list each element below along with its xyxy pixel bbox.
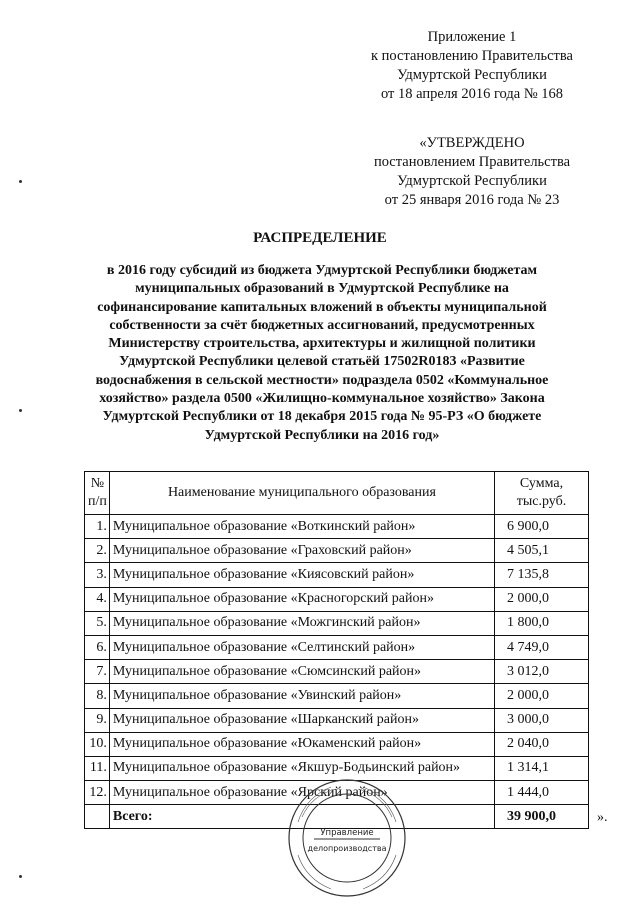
row-number: 10. [85,732,110,756]
row-municipality: Муниципальное образование «Воткинский район» [109,515,494,539]
table-row [85,635,589,659]
subtitle-line: в 2016 году субсидий из бюджета Удмуртской Республики бюджетам [106,263,538,278]
document-subtitle [92,262,552,445]
approval-line: «УТВЕРЖДЕНО [419,135,525,151]
subtitle-line: Удмуртской Республики целевой статьёй 17502R0183 «Развитие [119,354,525,370]
header-number [85,472,110,515]
approval-line: от 25 января 2016 года № 23 [384,192,560,208]
row-sum: 2 000,0 [495,587,589,611]
subtitle-line: водоснабжения в сельской местности» подраздела 0502 «Коммунальное [95,372,549,388]
table-row [85,611,589,635]
row-sum: 2 000,0 [495,684,589,708]
header-number-line2: п/п [88,494,107,509]
row-number: 1. [85,515,110,539]
table-header-row [85,472,589,515]
appendix-line: от 18 апреля 2016 года № 168 [380,86,564,102]
row-municipality: Муниципальное образование «Шарканский район» [109,708,494,732]
margin-dot [19,180,22,183]
row-municipality: Муниципальное образование «Ярский район» [109,781,494,805]
margin-dot [19,409,22,412]
stamp-line2: делопроизводства [307,844,387,853]
row-sum: 7 135,8 [495,563,589,587]
table-row [85,708,589,732]
margin-dot [19,875,22,878]
total-sum: 39 900,0 [495,805,589,829]
table-row [85,660,589,684]
row-number: 8. [85,684,110,708]
row-number: 2. [85,539,110,563]
row-sum: 3 000,0 [495,708,589,732]
subtitle-line: Удмуртской Республики на 2016 год» [204,427,440,443]
appendix-line: к постановлению Правительства [371,48,573,64]
table-row [85,587,589,611]
approval-line: Удмуртской Республики [397,173,547,189]
header-number-line1: № [90,476,105,491]
header-name: Наименование муниципального образования [109,472,494,515]
table-row [85,539,589,563]
subtitle-line: Министерству строительства, архитектуры и жилищной политики [108,336,536,352]
row-municipality: Муниципальное образование «Юкаменский район» [109,732,494,756]
row-municipality: Муниципальное образование «Сюмсинский район» [109,660,494,684]
subtitle-line: хозяйство» раздела 0500 «Жилищно-коммунальное хозяйство» Закона [99,391,545,407]
total-label: Всего: [109,805,494,829]
row-number: 4. [85,587,110,611]
subtitle-line: софинансирование капитальных вложений в объекты муниципальной [97,299,547,315]
row-sum: 2 040,0 [495,732,589,756]
row-number: 9. [85,708,110,732]
row-municipality: Муниципальное образование «Граховский район» [109,539,494,563]
approval-line: постановлением Правительства [373,154,571,170]
row-number: 7. [85,660,110,684]
header-sum-line2: тыс.руб. [516,494,567,509]
row-number: 6. [85,635,110,659]
total-empty [85,805,110,829]
document-title: РАСПРЕДЕЛЕНИЕ [253,230,387,246]
subtitle-line: собственности за счёт бюджетных ассигнований, предусмотренных [109,317,535,333]
row-municipality: Муниципальное образование «Киясовский район» [109,563,494,587]
row-sum: 4 505,1 [495,539,589,563]
table-row [85,563,589,587]
row-sum: 1 800,0 [495,611,589,635]
appendix-line: Удмуртской Республики [397,67,547,83]
row-municipality: Муниципальное образование «Можгинский район» [109,611,494,635]
official-seal [286,777,408,899]
row-sum: 1 314,1 [495,756,589,780]
appendix-line: Приложение 1 [427,29,517,45]
row-sum: 4 749,0 [495,635,589,659]
table-row [85,515,589,539]
row-municipality: Муниципальное образование «Селтинский район» [109,635,494,659]
row-municipality: Муниципальное образование «Красногорский район» [109,587,494,611]
header-sum [495,472,589,515]
closing-quote: ». [597,810,608,825]
row-municipality: Муниципальное образование «Якшур-Бодьинский район» [109,756,494,780]
table-row [85,684,589,708]
subtitle-line: Удмуртской Республики от 18 декабря 2015 года № 95-РЗ «О бюджете [102,409,542,425]
row-sum: 1 444,0 [495,781,589,805]
approval-reference [352,134,592,210]
row-number: 5. [85,611,110,635]
row-number: 11. [85,756,110,780]
subtitle-line: муниципальных образований в Удмуртской Республике на [135,281,509,297]
distribution-table [84,471,589,829]
stamp-line1: Управление [320,828,374,838]
row-number: 3. [85,563,110,587]
table-row [85,732,589,756]
row-sum: 3 012,0 [495,660,589,684]
row-number: 12. [85,781,110,805]
row-sum: 6 900,0 [495,515,589,539]
row-municipality: Муниципальное образование «Увинский район» [109,684,494,708]
appendix-reference [352,28,592,104]
header-sum-line1: Сумма, [519,476,564,491]
